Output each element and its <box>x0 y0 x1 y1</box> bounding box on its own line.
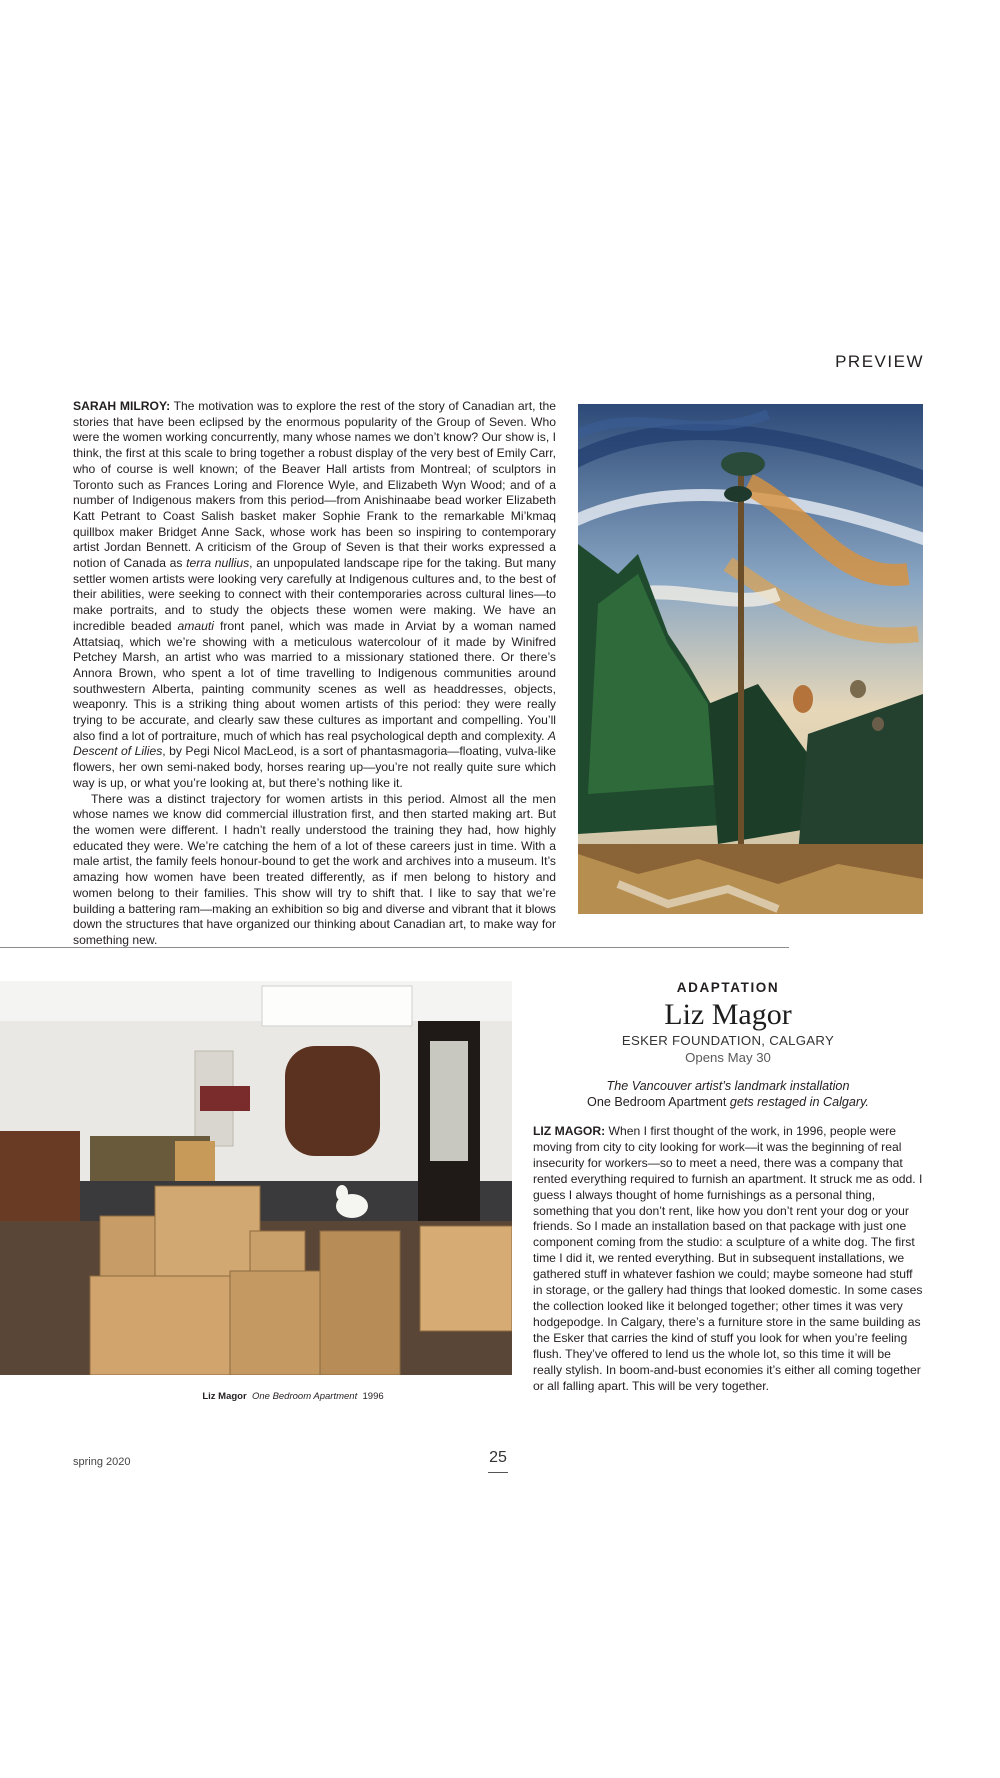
text-run: The motivation was to explore the rest of the story of Canadian art, the stories that have been eclipsed by the enormous popularity of the Group of Seven. Who were the women working concurrently, many whose names we don’t know? Our show is, I think, the first at this scale to bring together a robust display of the very best of Emily Carr, who of course is well known; of the Beaver Hall artists from Montreal; of sculptors in Toronto such as Frances Loring and Florence Wyle, and Elizabeth Wyn Wood; and of a number of Indigenous makers from this period—from Anishinaabe bead worker Elizabeth Katt Petrant to Coast Salish basket maker Sophie Frank to the remarkable Mi’kmaq quillbox maker Bridget Anne Sack, whose work has been so inspiring to contemporary artist Jordan Bennett. A criticism of the Group of Seven is that their works expressed a notion of Canada as <box>73 399 556 571</box>
painting-image <box>578 404 923 914</box>
caption-year: 1996 <box>362 1391 384 1402</box>
photo-caption <box>0 1391 586 1402</box>
milroy-paragraph-1 <box>73 399 556 792</box>
caption-title: One Bedroom Apartment <box>251 1391 358 1402</box>
page-number: 25 <box>489 1449 507 1466</box>
section-label: PREVIEW <box>835 352 924 371</box>
milroy-interview <box>73 399 556 949</box>
page-number-underline <box>488 1472 508 1473</box>
installation-photo <box>0 981 512 1375</box>
section-divider <box>0 947 789 948</box>
dek-rest: gets restaged in Calgary. <box>726 1095 869 1109</box>
caption-artist: Liz Magor <box>202 1391 247 1402</box>
magor-paragraph <box>533 1124 923 1394</box>
italic-term: amauti <box>177 618 214 633</box>
dek <box>533 1078 923 1110</box>
speaker-name: SARAH MILROY: <box>73 399 171 413</box>
opening-date: Opens May 30 <box>685 1050 771 1065</box>
dek-artwork-title: One Bedroom Apartment <box>587 1095 727 1109</box>
text-run: , an unpopulated landscape ripe for the taking. But many settler women artists were looking very carefully at Indigenous cultures and, to the best of their abilities, were seeking to connect with their contemporaries across cultural lines—to make portraits, and to study the objects these women were making. We have an incredible beaded <box>73 556 556 633</box>
venue: ESKER FOUNDATION, CALGARY <box>621 1033 835 1048</box>
milroy-paragraph-2: There was a distinct trajectory for women artists in this period. Almost all the men whose names we know did commercial illustration first, and then started making art. But the women were different. I hadn’t really understood the training they had, how highly educated they were. We’re catching the hem of a lot of these careers just in time. With a male artist, the family feels honour-bound to get the work and archives into a museum. It’s amazing how women have been treated differently, as if men belong to history and women belong to their families. This show will try to shift that. I like to say that we’re building a battering ram—making an exhibition so big and diverse and vibrant that it blows down the structures that have organized our thinking about Canadian art, to make way for something new. <box>73 791 556 947</box>
artist-name: Liz Magor <box>664 998 792 1031</box>
dek-line-1: The Vancouver artist’s landmark installation <box>606 1079 850 1093</box>
text-run: , by Pegi Nicol MacLeod, is a sort of phantasmagoria—floating, vulva-like flowers, her own semi-naked body, horses rearing up—you’re not really quite sure which way is up, or what you’re looking at, but there’s nothing like it. <box>73 744 556 790</box>
text-run: front panel, which was made in Arviat by a woman named Attatsiaq, which we’re showing with a meticulous watercolour of it made by Winifred Petchey Marsh, an artist who was married to a missionary stationed there. Or there’s Annora Brown, who spent a lot of time travelling to Indigenous communities around southwestern Alberta, painting community scenes as well as headdresses, objects, weaponry. This is a striking thing about women artists of this period: they were really trying to be accurate, and clearly saw these cultures as important and compelling. You’ll also find a lot of portraiture, much of which has real psychological depth and complexity. <box>73 618 556 743</box>
magor-interview <box>533 1124 923 1394</box>
italic-term: terra nullius <box>186 556 250 571</box>
speaker-name: LIZ MAGOR: <box>533 1124 606 1138</box>
dek-line-2 <box>533 1094 923 1110</box>
adaptation-header <box>533 980 923 1110</box>
kicker: ADAPTATION <box>676 980 780 995</box>
issue-label: spring 2020 <box>73 1456 131 1468</box>
text-run: When I first thought of the work, in 1996, people were moving from city to city looking for work—it was the beginning of real insecurity for workers—so to meet a need, there was a company that rented everything required to furnish an apartment. It struck me as odd. I guess I always thought of home furnishings as a personal thing, something that you don’t rent, like how you don’t rent your dog or your friends. So I made an installation based on that package with just one component coming from the studio: a sculpture of a white dog. The first time I did it, we rented everything. But in subsequent installations, we gathered stuff in whatever fashion we could; maybe someone had stuff in storage, or the gallery had things that looked domestic. In some cases the collection looked like it belonged together; other times it was very hodgepodge. In Calgary, there’s a furniture store in the same building as the Esker that carries the kind of stuff you look for when you’re feeling flush. They’ve offered to lend us the whole lot, so this time it will be really stylish. In boom-and-bust economies it’s either all coming together or all falling apart. This will be very together. <box>533 1124 923 1393</box>
italic-artwork-title: A Descent of Lilies <box>73 728 556 759</box>
